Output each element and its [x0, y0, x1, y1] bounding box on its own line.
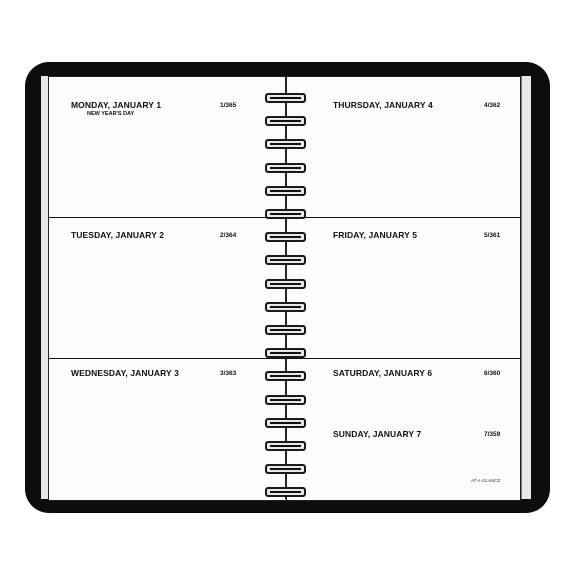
binding-coil	[265, 348, 306, 358]
day-count-thursday: 4/362	[484, 102, 501, 109]
binding-coil	[265, 418, 306, 428]
day-saturday: SATURDAY, JANUARY 6	[333, 368, 433, 378]
day-count-saturday: 6/360	[484, 370, 501, 377]
binding-coil	[265, 186, 306, 196]
day-count-monday: 1/365	[220, 102, 237, 109]
binding-coil	[265, 116, 306, 126]
day-thursday: THURSDAY, JANUARY 4	[333, 100, 433, 110]
left-divider-2	[48, 358, 285, 359]
binding-coil	[265, 93, 306, 103]
day-tuesday: TUESDAY, JANUARY 2	[71, 230, 165, 240]
right-page-edge	[521, 76, 531, 499]
binding-coil	[265, 302, 306, 312]
right-divider-2	[287, 358, 520, 359]
day-count-sunday: 7/359	[484, 431, 501, 438]
day-wednesday: WEDNESDAY, JANUARY 3	[71, 368, 179, 378]
holiday-label: NEW YEAR'S DAY	[87, 111, 135, 117]
day-count-tuesday: 2/364	[220, 232, 237, 239]
left-page	[48, 76, 286, 501]
binding-coil	[265, 325, 306, 335]
binding-coil	[265, 371, 306, 381]
binding-coil	[265, 487, 306, 497]
day-count-wednesday: 3/363	[220, 370, 237, 377]
day-count-friday: 5/361	[484, 232, 501, 239]
day-sunday: SUNDAY, JANUARY 7	[333, 429, 422, 439]
brand-logo: AT-A-GLANCE	[471, 478, 501, 483]
binding-coil	[265, 232, 306, 242]
binding-coil	[265, 255, 306, 265]
day-monday: MONDAY, JANUARY 1	[71, 100, 162, 110]
left-divider-1	[48, 217, 285, 218]
binding-coil	[265, 279, 306, 289]
right-divider-1	[287, 217, 520, 218]
binding-coil	[265, 163, 306, 173]
binding-coil	[265, 395, 306, 405]
binding-coil	[265, 209, 306, 219]
binding-coil	[265, 441, 306, 451]
day-friday: FRIDAY, JANUARY 5	[333, 230, 418, 240]
binding-coil	[265, 464, 306, 474]
binding-coil	[265, 139, 306, 149]
